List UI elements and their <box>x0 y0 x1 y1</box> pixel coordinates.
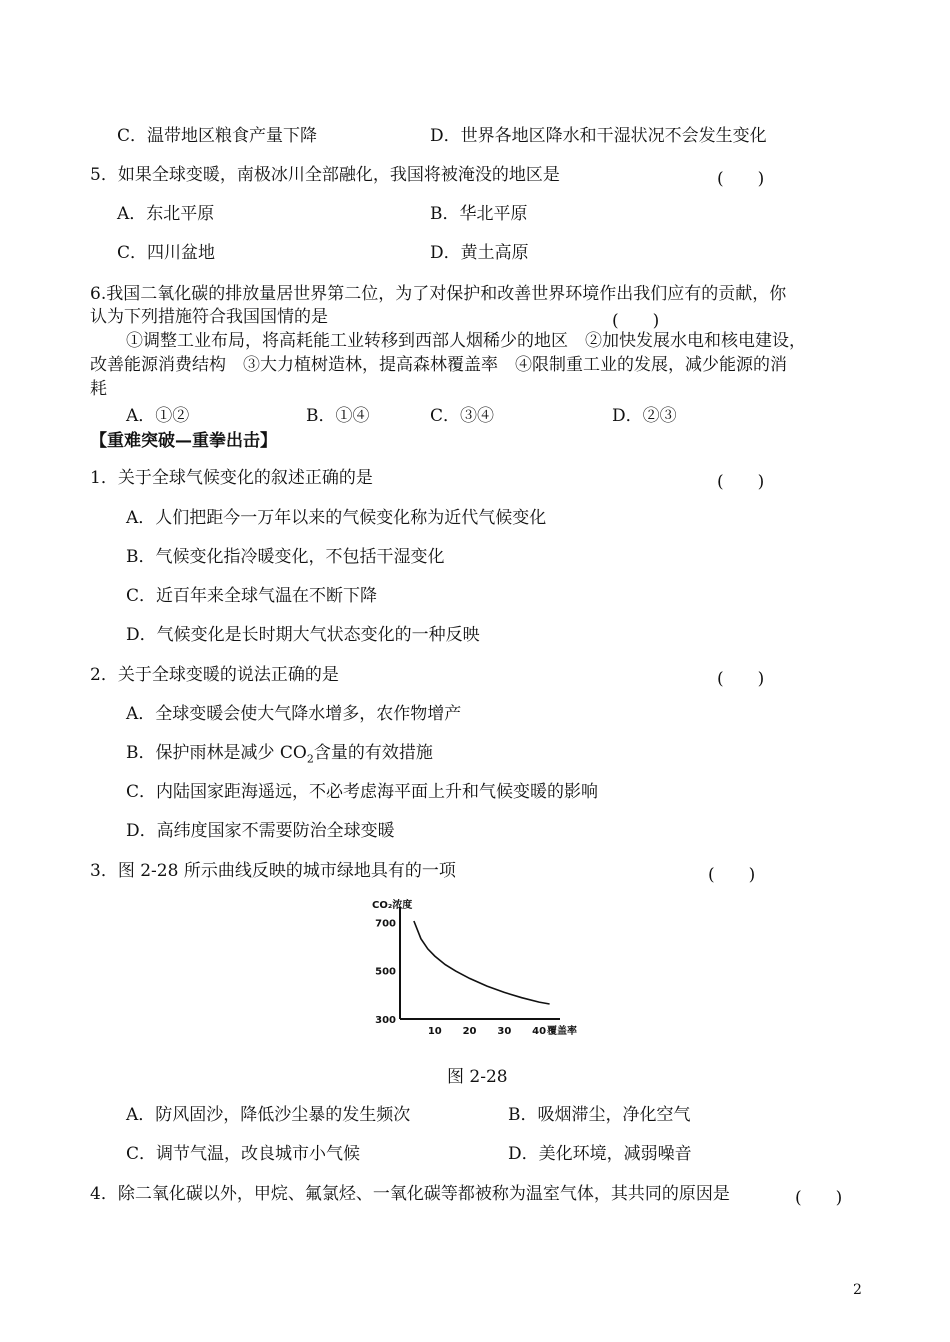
series-line <box>414 921 550 1004</box>
q6-stem-line1: 6.我国二氧化碳的排放量居世界第二位，为了对保护和改善世界环境作出我们应有的贡献，你 <box>90 284 787 304</box>
s3-option-c: C．调节气温，改良城市小气候 <box>126 1144 361 1164</box>
s2-option-d: D．高纬度国家不需要防治全球变暖 <box>126 821 395 841</box>
s2-answer-paren: ( ) <box>717 669 765 689</box>
q5-option-d: D．黄土高原 <box>430 243 529 263</box>
q6-body-line2: 改善能源消费结构 ③大力植树造林，提高森林覆盖率 ④限制重工业的发展，减少能源的消 <box>90 355 787 375</box>
s1-answer-paren: ( ) <box>717 472 765 492</box>
section-title: 【重难突破—重拳出击】 <box>90 431 277 451</box>
s4-stem: 4．除二氧化碳以外，甲烷、氟氯烃、一氧化碳等都被称为温室气体，其共同的原因是 <box>90 1184 730 1204</box>
page-number: 2 <box>853 1282 862 1298</box>
y-tick-label: 700 <box>375 918 396 930</box>
s3-option-d: D．美化环境，减弱噪音 <box>508 1144 692 1164</box>
q5-stem: 5．如果全球变暖，南极冰川全部融化，我国将被淹没的地区是 <box>90 165 560 185</box>
s1-stem: 1．关于全球气候变化的叙述正确的是 <box>90 468 373 488</box>
q5-option-c: C．四川盆地 <box>117 243 216 263</box>
s2-option-b <box>126 742 433 770</box>
q6-body-line1: ①调整工业布局，将高耗能工业转移到西部人烟稀少的地区 ②加快发展水电和核电建设， <box>126 331 806 351</box>
q6-answer-paren: ( ) <box>612 311 660 331</box>
y-tick-label: 300 <box>375 1015 396 1026</box>
y-tick-label: 500 <box>375 966 396 978</box>
q4-option-d: D．世界各地区降水和干湿状况不会发生变化 <box>430 126 767 146</box>
s2-option-b-sub: 2 <box>306 752 314 766</box>
s3-answer-paren: ( ) <box>708 865 756 885</box>
s3-stem: 3．图 2-28 所示曲线反映的城市绿地具有的一项 <box>90 861 456 881</box>
s1-option-c: C．近百年来全球气温在不断下降 <box>126 586 378 606</box>
s2-stem: 2．关于全球变暖的说法正确的是 <box>90 665 339 685</box>
x-tick-label: 40 <box>532 1026 547 1037</box>
q5-option-a: A．东北平原 <box>117 204 215 224</box>
s1-option-d: D．气候变化是长时期大气状态变化的一种反映 <box>126 625 480 645</box>
q6-option-d: D．②③ <box>612 406 677 426</box>
y-axis-label: CO₂浓度 <box>372 900 413 911</box>
co2-coverage-chart <box>340 895 600 1040</box>
s1-option-a: A．人们把距今一万年以来的气候变化称为近代气候变化 <box>126 508 547 528</box>
q6-option-b: B．①④ <box>306 406 370 426</box>
x-axis-label: 覆盖率 <box>547 1026 577 1037</box>
q5-answer-paren: ( ) <box>717 169 765 189</box>
q6-option-a: A．①② <box>126 406 190 426</box>
s2-option-b-pre: B．保护雨林是减少 CO <box>126 743 307 763</box>
q4-option-c: C．温带地区粮食产量下降 <box>117 126 318 146</box>
s2-option-a: A．全球变暖会使大气降水增多，农作物增产 <box>126 704 462 724</box>
q6-body-line3: 耗 <box>90 379 107 399</box>
x-tick-label: 20 <box>462 1026 477 1037</box>
x-tick-label: 10 <box>427 1026 442 1037</box>
s1-option-b: B．气候变化指冷暖变化，不包括干湿变化 <box>126 547 445 567</box>
s2-option-b-post: 含量的有效措施 <box>313 743 433 763</box>
q6-option-c: C．③④ <box>430 406 495 426</box>
q5-option-b: B．华北平原 <box>430 204 528 224</box>
s2-option-c: C．内陆国家距海遥远，不必考虑海平面上升和气候变暖的影响 <box>126 782 599 802</box>
s4-answer-paren: ( ) <box>795 1188 843 1208</box>
s3-option-a: A．防风固沙，降低沙尘暴的发生频次 <box>126 1105 411 1125</box>
q6-stem-line2: 认为下列措施符合我国国情的是 <box>90 307 328 327</box>
figure-caption: 图 2-28 <box>447 1067 508 1087</box>
x-tick-label: 30 <box>497 1026 512 1037</box>
s3-option-b: B．吸烟滞尘，净化空气 <box>508 1105 691 1125</box>
